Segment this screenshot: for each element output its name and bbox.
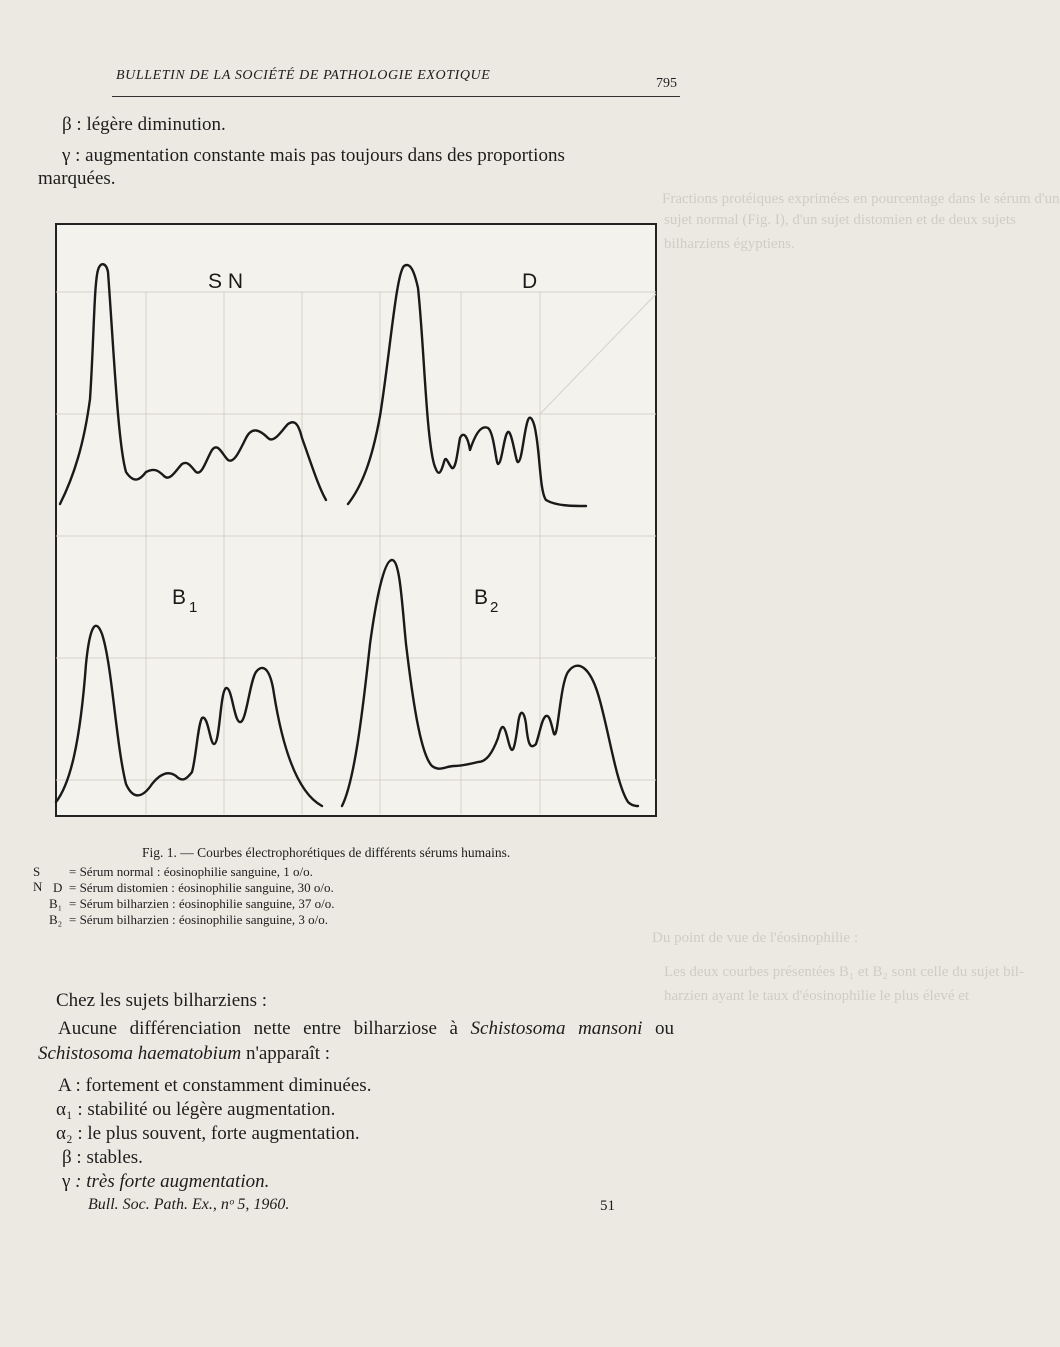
list-text: : le plus souvent, forte augmentation. <box>72 1123 360 1144</box>
bleed-line: harzien ayant le taux d'éosinophilie le plus élevé et <box>664 988 970 1004</box>
list-symbol: α₂ <box>56 1123 73 1144</box>
list-text: : augmentation constante mais pas toujours dans des proportions <box>70 145 565 166</box>
bleed-line: sujet normal (Fig. I), d'un sujet distomien et de deux sujets <box>664 212 1016 228</box>
list-text: : fortement et constamment diminuées. <box>70 1075 372 1096</box>
list-text: : stabilité ou légère augmentation. <box>72 1099 336 1120</box>
body-text: Aucune différenciation nette entre bilharziose à <box>58 1018 471 1039</box>
panel-label-b1: B <box>172 586 187 609</box>
legend-abbr: D <box>53 880 63 895</box>
panel-label-b2-subscript: 2 <box>490 599 499 616</box>
species-name: Schistosoma haematobium <box>38 1043 242 1064</box>
bleed-line: Les deux courbes présentées B₁ et B₂ sont celle du sujet bil- <box>664 964 1024 980</box>
legend-text: = Sérum normal : éosinophilie sanguine, 1 o/o. <box>69 864 313 879</box>
electrophoresis-figure <box>56 224 656 824</box>
list-item-alpha2 <box>56 1121 360 1146</box>
list-item-alpha1 <box>56 1097 335 1122</box>
list-item-a <box>58 1073 371 1098</box>
panel-label-b2: B <box>474 586 489 609</box>
legend-abbr: B₂ <box>49 912 63 927</box>
bleed-line: bilharziens égyptiens. <box>664 236 795 252</box>
list-symbol: β <box>62 1147 72 1168</box>
legend-text: = Sérum bilharzien : éosinophilie sanguine, 3 o/o. <box>69 912 328 927</box>
panel-label-b1-subscript: 1 <box>189 599 198 616</box>
bleed-line: Fractions protéiques exprimées en pourcentage dans le sérum d'un <box>662 191 1060 207</box>
list-item-gamma-bottom <box>62 1169 269 1194</box>
list-symbol: A <box>58 1075 71 1096</box>
list-item-gamma-continuation: marquées. <box>38 168 116 189</box>
list-item-beta-bottom <box>62 1145 143 1170</box>
page-number: 795 <box>656 76 677 91</box>
legend-abbr: B₁ <box>49 896 63 911</box>
signature-mark: 51 <box>600 1198 615 1214</box>
figure-svg <box>56 224 656 824</box>
legend-text: = Sérum bilharzien : éosinophilie sanguine, 37 o/o. <box>69 896 335 911</box>
list-item-beta <box>62 112 226 137</box>
list-symbol: β <box>62 114 72 135</box>
bleed-through-text-3 <box>664 236 795 253</box>
bleed-through-text-2 <box>664 212 1016 229</box>
header-rule <box>112 96 680 97</box>
bleed-through-text-4 <box>652 930 858 947</box>
species-name: Schistosoma <box>470 1018 566 1039</box>
list-text: : stables. <box>71 1147 143 1168</box>
list-symbol: γ <box>62 1171 71 1192</box>
legend-abbr: S N <box>33 864 43 894</box>
list-item-gamma <box>62 143 684 168</box>
body-text: n'apparaît : <box>241 1043 331 1064</box>
journal-reference: Bull. Soc. Path. Ex., nᵒ 5, 1960. <box>88 1196 290 1213</box>
bleed-through-text-5 <box>664 964 1024 981</box>
body-paragraph <box>38 1016 674 1066</box>
bleed-through-text <box>662 188 1060 210</box>
list-symbol: α₁ <box>56 1099 73 1120</box>
panel-label-d: D <box>522 270 538 293</box>
list-symbol: γ <box>62 145 71 166</box>
figure-legend <box>33 864 453 928</box>
panel-label-sn: S N <box>208 270 244 293</box>
bleed-through-text-6 <box>664 988 969 1005</box>
species-name: mansoni <box>578 1018 643 1039</box>
list-text: : très forte augmentation. <box>70 1171 270 1192</box>
bleed-line: Du point de vue de l'éosinophilie : <box>652 930 859 946</box>
body-text: ou <box>642 1018 675 1039</box>
running-title: BULLETIN DE LA SOCIÉTÉ DE PATHOLOGIE EXOTIQUE <box>116 68 491 83</box>
list-text: : légère diminution. <box>71 114 226 135</box>
figure-caption: Fig. 1. — Courbes électrophorétiques de différents sérums humains. <box>142 845 511 860</box>
section-heading: Chez les sujets bilharziens : <box>56 990 268 1011</box>
legend-text: = Sérum distomien : éosinophilie sanguine, 30 o/o. <box>69 880 334 895</box>
